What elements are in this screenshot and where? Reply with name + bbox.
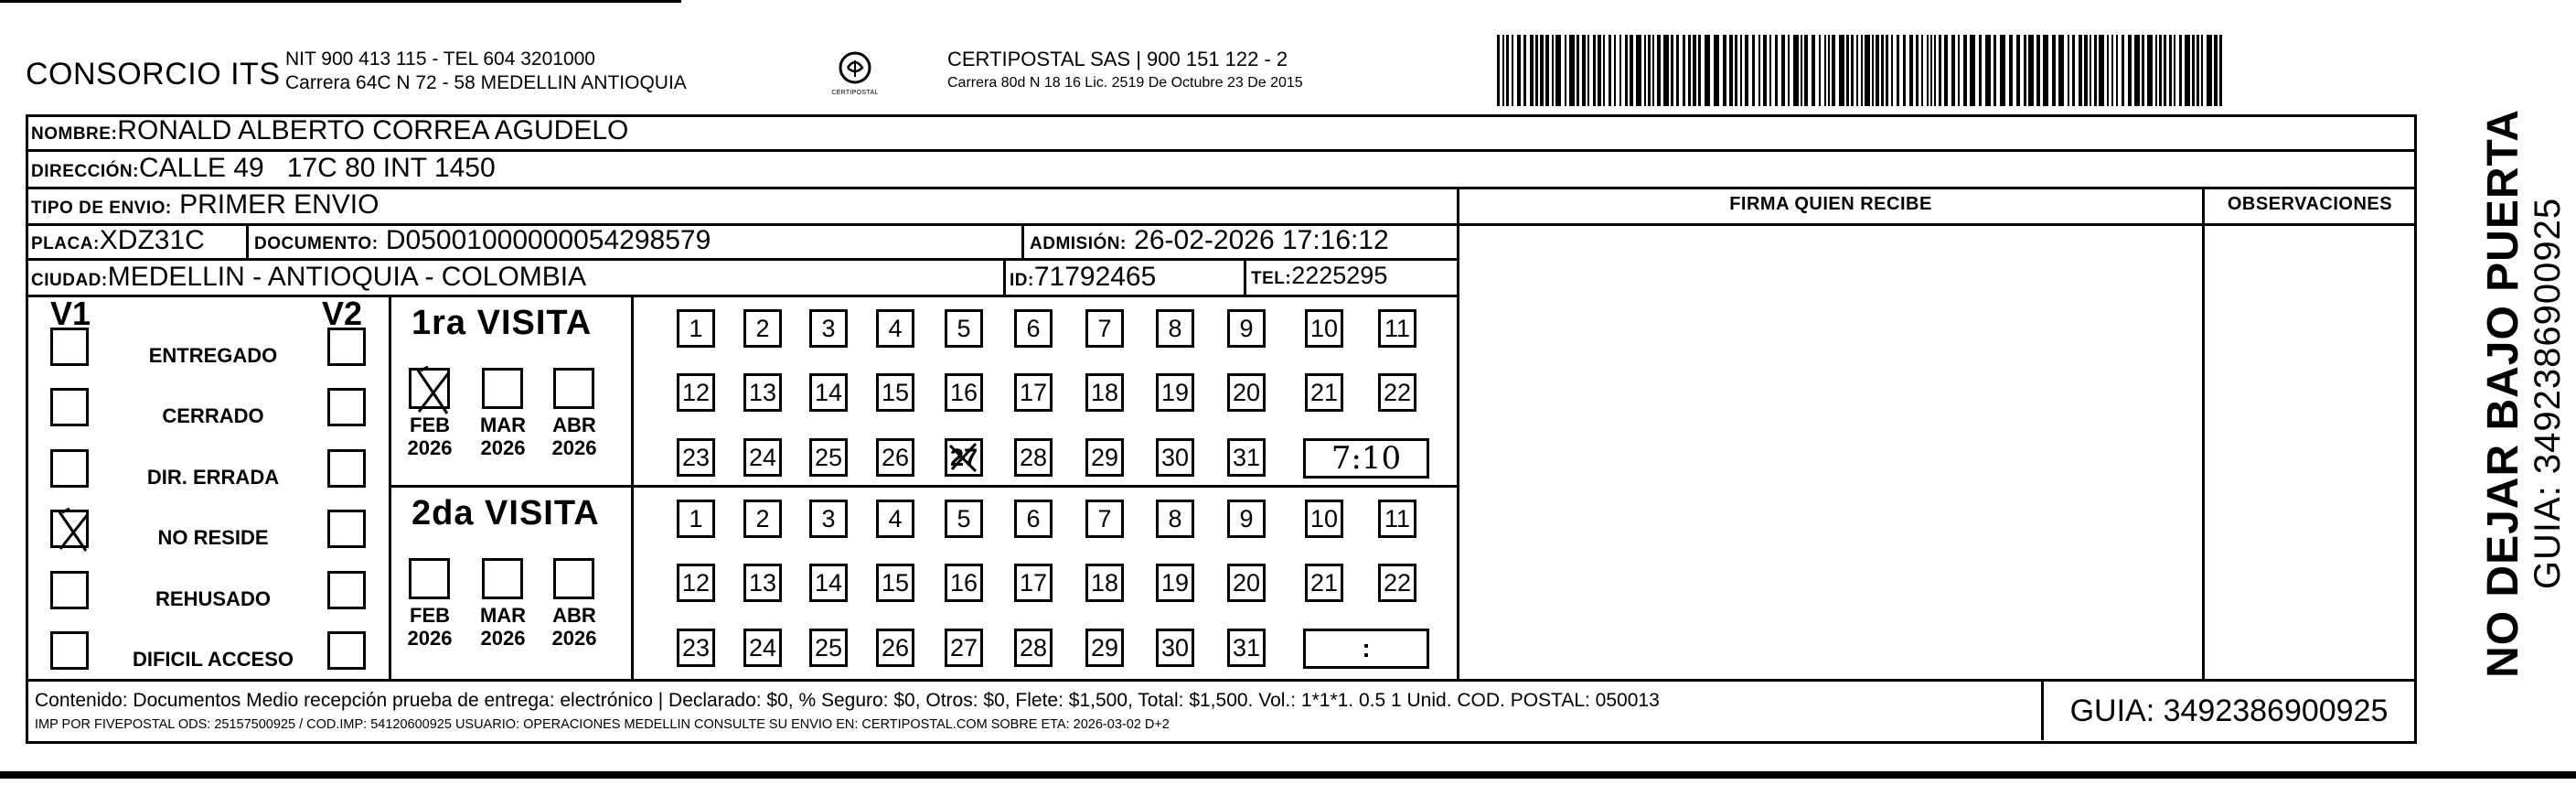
month-year: 2026	[480, 436, 526, 459]
footer-print-info: IMP POR FIVEPOSTAL ODS: 25157500925 / COD.IMP: 54120600925 USUARIO: OPERACIONES MEDELLIN CONSULTE SU ENVIO EN: CERTIPOSTAL.COM SOBRE ETA: 2026-03-02 D+2	[35, 717, 1170, 732]
v1-header: V1	[50, 295, 91, 332]
day-box[interactable]: 16	[945, 564, 983, 602]
rule-visit-divider	[389, 485, 1459, 488]
admision-label: ADMISIÓN:	[1030, 234, 1127, 253]
tipo-label: TIPO DE ENVIO:	[31, 199, 172, 218]
status-label: DIR. ERRADA	[146, 466, 280, 489]
status-label: DIFICIL ACCESO	[132, 648, 294, 671]
day-box[interactable]: 22	[1378, 373, 1416, 412]
day-box[interactable]: 14	[809, 373, 848, 412]
day-box[interactable]: 1	[677, 309, 715, 348]
day-box[interactable]: 8	[1156, 500, 1194, 538]
day-box[interactable]: 12	[677, 564, 715, 602]
day-box[interactable]: 23	[677, 438, 715, 477]
month-name: MAR	[479, 604, 527, 627]
scribble-mark-icon	[945, 438, 983, 477]
rule-direccion	[26, 187, 2417, 189]
month-label	[398, 414, 462, 459]
company-info	[285, 48, 687, 95]
day-box[interactable]: 3	[809, 500, 848, 538]
month-name: FEB	[410, 414, 450, 436]
v2-checkbox[interactable]	[327, 328, 366, 366]
field-ciudad	[31, 262, 586, 293]
field-tipo	[31, 189, 379, 220]
month-checkbox[interactable]	[482, 368, 523, 409]
day-box[interactable]: 5	[945, 309, 983, 348]
month-name: FEB	[410, 604, 450, 627]
v1-checkbox[interactable]	[50, 449, 89, 488]
rule-id-tel	[1244, 258, 1246, 296]
day-box[interactable]: 2	[743, 500, 782, 538]
field-placa	[31, 225, 205, 256]
day-box[interactable]: 2	[743, 309, 782, 348]
v1-checkbox[interactable]	[50, 571, 89, 609]
field-admision	[1030, 225, 1389, 256]
day-box[interactable]: 10	[1305, 500, 1343, 538]
day-box[interactable]: 23	[677, 629, 715, 667]
v2-checkbox[interactable]	[327, 449, 366, 488]
tel-value: 2225295	[1291, 262, 1388, 289]
v1-checkbox[interactable]	[50, 631, 89, 670]
day-box[interactable]: 6	[1014, 309, 1053, 348]
day-box[interactable]: 28	[1014, 629, 1053, 667]
v2-checkbox[interactable]	[327, 510, 366, 548]
observaciones-header: OBSERVACIONES	[2227, 194, 2393, 214]
day-box[interactable]: 20	[1227, 373, 1266, 412]
day-box[interactable]: 7	[1085, 309, 1124, 348]
day-box[interactable]: 15	[876, 564, 914, 602]
direccion-label: DIRECCIÓN:	[31, 162, 139, 181]
field-tel	[1251, 262, 1387, 290]
day-box[interactable]: 5	[945, 500, 983, 538]
company-address: Carrera 64C N 72 - 58 MEDELLIN ANTIOQUIA	[285, 72, 687, 93]
carrier-line2: Carrera 80d N 18 16 Lic. 2519 De Octubre 23 De 2015	[947, 75, 1303, 91]
carrier-line1: CERTIPOSTAL SAS | 900 151 122 - 2	[947, 48, 1288, 70]
day-box[interactable]: 26	[876, 629, 914, 667]
month-name: MAR	[479, 414, 527, 436]
day-box[interactable]: 24	[743, 438, 782, 477]
day-box[interactable]: 24	[743, 629, 782, 667]
field-nombre	[31, 115, 628, 146]
day-box[interactable]: 25	[809, 438, 848, 477]
id-value: 71792465	[1033, 262, 1157, 292]
month-name: ABR	[552, 414, 596, 436]
day-box[interactable]: 13	[743, 373, 782, 412]
company-name: CONSORCIO ITS	[26, 57, 281, 91]
day-box[interactable]: 6	[1014, 500, 1053, 538]
day-box[interactable]: 21	[1305, 373, 1343, 412]
time-field[interactable]: :	[1303, 629, 1429, 669]
month-checkbox[interactable]	[553, 368, 594, 409]
tel-label: TEL:	[1251, 269, 1292, 288]
month-name: ABR	[552, 604, 596, 627]
day-box[interactable]: 29	[1085, 629, 1124, 667]
field-id	[1010, 262, 1156, 293]
handwritten-x-mark-icon	[53, 507, 91, 553]
day-box[interactable]: 8	[1156, 309, 1194, 348]
placa-label: PLACA:	[31, 234, 100, 253]
month-year: 2026	[551, 436, 597, 459]
month-label	[398, 604, 462, 650]
v2-checkbox[interactable]	[327, 571, 366, 609]
v2-checkbox[interactable]	[327, 388, 366, 426]
day-box[interactable]: 1	[677, 500, 715, 538]
month-checkbox[interactable]	[553, 558, 594, 599]
month-label	[542, 414, 606, 459]
nombre-label: NOMBRE:	[31, 124, 118, 144]
day-box[interactable]: 15	[876, 373, 914, 412]
day-box[interactable]: 22	[1378, 564, 1416, 602]
logo-wordmark: CERTIPOSTAL	[831, 90, 879, 96]
day-box[interactable]: 4	[876, 309, 914, 348]
day-box[interactable]: 11	[1378, 309, 1416, 348]
month-year: 2026	[407, 627, 453, 650]
day-box[interactable]: 21	[1305, 564, 1343, 602]
firma-header: FIRMA QUIEN RECIBE	[1729, 194, 1932, 214]
day-box[interactable]: 13	[743, 564, 782, 602]
field-direccion	[31, 153, 496, 184]
month-checkbox[interactable]	[409, 368, 450, 409]
field-documento	[254, 225, 711, 256]
tipo-value: PRIMER ENVIO	[179, 189, 379, 220]
admision-value: 26-02-2026 17:16:12	[1134, 225, 1389, 255]
side-warning: NO DEJAR BAJO PUERTA	[2479, 109, 2528, 678]
v1-checkbox[interactable]	[50, 510, 89, 548]
day-box[interactable]: 25	[809, 629, 848, 667]
v2-header: V2	[322, 295, 363, 332]
day-box[interactable]: 17	[1014, 373, 1053, 412]
month-label	[542, 604, 606, 650]
day-box[interactable]: 29	[1085, 438, 1124, 477]
side-note	[2480, 109, 2568, 678]
day-box[interactable]: 9	[1227, 500, 1266, 538]
day-box[interactable]: 26	[876, 438, 914, 477]
month-year: 2026	[480, 627, 526, 650]
v2-checkbox[interactable]	[327, 631, 366, 670]
day-box[interactable]: 20	[1227, 564, 1266, 602]
top-rule	[0, 0, 681, 3]
ciudad-label: CIUDAD:	[31, 271, 108, 290]
carrier-info	[947, 48, 1303, 95]
day-box[interactable]: 17	[1014, 564, 1053, 602]
direccion-value: CALLE 49 17C 80 INT 1450	[138, 153, 496, 183]
day-box[interactable]: 27	[945, 629, 983, 667]
rule-firma-left	[1457, 187, 1459, 681]
day-box[interactable]: 4	[876, 500, 914, 538]
rule-placa-doc	[246, 223, 249, 260]
ciudad-value: MEDELLIN - ANTIOQUIA - COLOMBIA	[107, 262, 587, 292]
month-year: 2026	[551, 627, 597, 650]
day-box[interactable]: 14	[809, 564, 848, 602]
rule-ciudad-id	[1003, 258, 1006, 296]
status-label: CERRADO	[162, 404, 264, 427]
day-box[interactable]: 31	[1227, 629, 1266, 667]
visit-title: 1ra VISITA	[412, 304, 593, 342]
status-label: REHUSADO	[155, 587, 271, 610]
status-label: ENTREGADO	[148, 344, 278, 367]
handwritten-x-mark-icon	[412, 365, 453, 415]
documento-value: D05001000000054298579	[385, 225, 711, 255]
day-box[interactable]: 7	[1085, 500, 1124, 538]
placa-value: XDZ31C	[99, 225, 205, 255]
day-box[interactable]: 31	[1227, 438, 1266, 477]
month-year: 2026	[407, 436, 453, 459]
barcode-image	[1497, 35, 2222, 106]
rule-visits-days	[631, 295, 634, 681]
month-checkbox[interactable]	[482, 558, 523, 599]
day-box[interactable]: 28	[1014, 438, 1053, 477]
day-box[interactable]: 19	[1156, 373, 1194, 412]
id-label: ID:	[1010, 271, 1034, 290]
documento-label: DOCUMENTO:	[254, 234, 379, 253]
day-box[interactable]: 16	[945, 373, 983, 412]
rule-doc-adm	[1021, 223, 1024, 260]
v1-checkbox[interactable]	[50, 328, 89, 366]
day-box[interactable]: 3	[809, 309, 848, 348]
nombre-value: RONALD ALBERTO CORREA AGUDELO	[117, 115, 629, 145]
day-box[interactable]: 18	[1085, 564, 1124, 602]
day-box[interactable]: 9	[1227, 309, 1266, 348]
month-label	[471, 414, 535, 459]
day-box[interactable]: 30	[1156, 629, 1194, 667]
rule-obs-left	[2202, 187, 2205, 681]
footer-content: Contenido: Documentos Medio recepción prueba de entrega: electrónico | Declarado: $0, % Seguro: $0, Otros: $0, Flete: $1,500, Total: $1,500. Vol.: 1*1*1. 0.5 1 Unid. COD. POSTAL: 050013	[35, 690, 1660, 711]
company-nit: NIT 900 413 115 - TEL 604 3201000	[285, 48, 595, 70]
day-box[interactable]: 11	[1378, 500, 1416, 538]
visit-title: 2da VISITA	[412, 494, 600, 532]
rule-status-visits	[389, 295, 391, 681]
day-box[interactable]: 12	[677, 373, 715, 412]
v1-checkbox[interactable]	[50, 388, 89, 426]
day-box[interactable]: 30	[1156, 438, 1194, 477]
day-box[interactable]: 10	[1305, 309, 1343, 348]
time-field[interactable]: 7:10	[1303, 438, 1429, 479]
guia-number: GUIA: 3492386900925	[2041, 682, 2414, 740]
side-guia: GUIA: 3492386900925	[2528, 197, 2568, 590]
bottom-rule	[0, 771, 2576, 779]
day-box[interactable]: 18	[1085, 373, 1124, 412]
day-box[interactable]: 19	[1156, 564, 1194, 602]
month-checkbox[interactable]	[409, 558, 450, 599]
month-label	[471, 604, 535, 650]
rule-nombre	[26, 149, 2417, 152]
day-box[interactable]: 27	[945, 438, 983, 477]
status-label: NO RESIDE	[157, 526, 269, 549]
